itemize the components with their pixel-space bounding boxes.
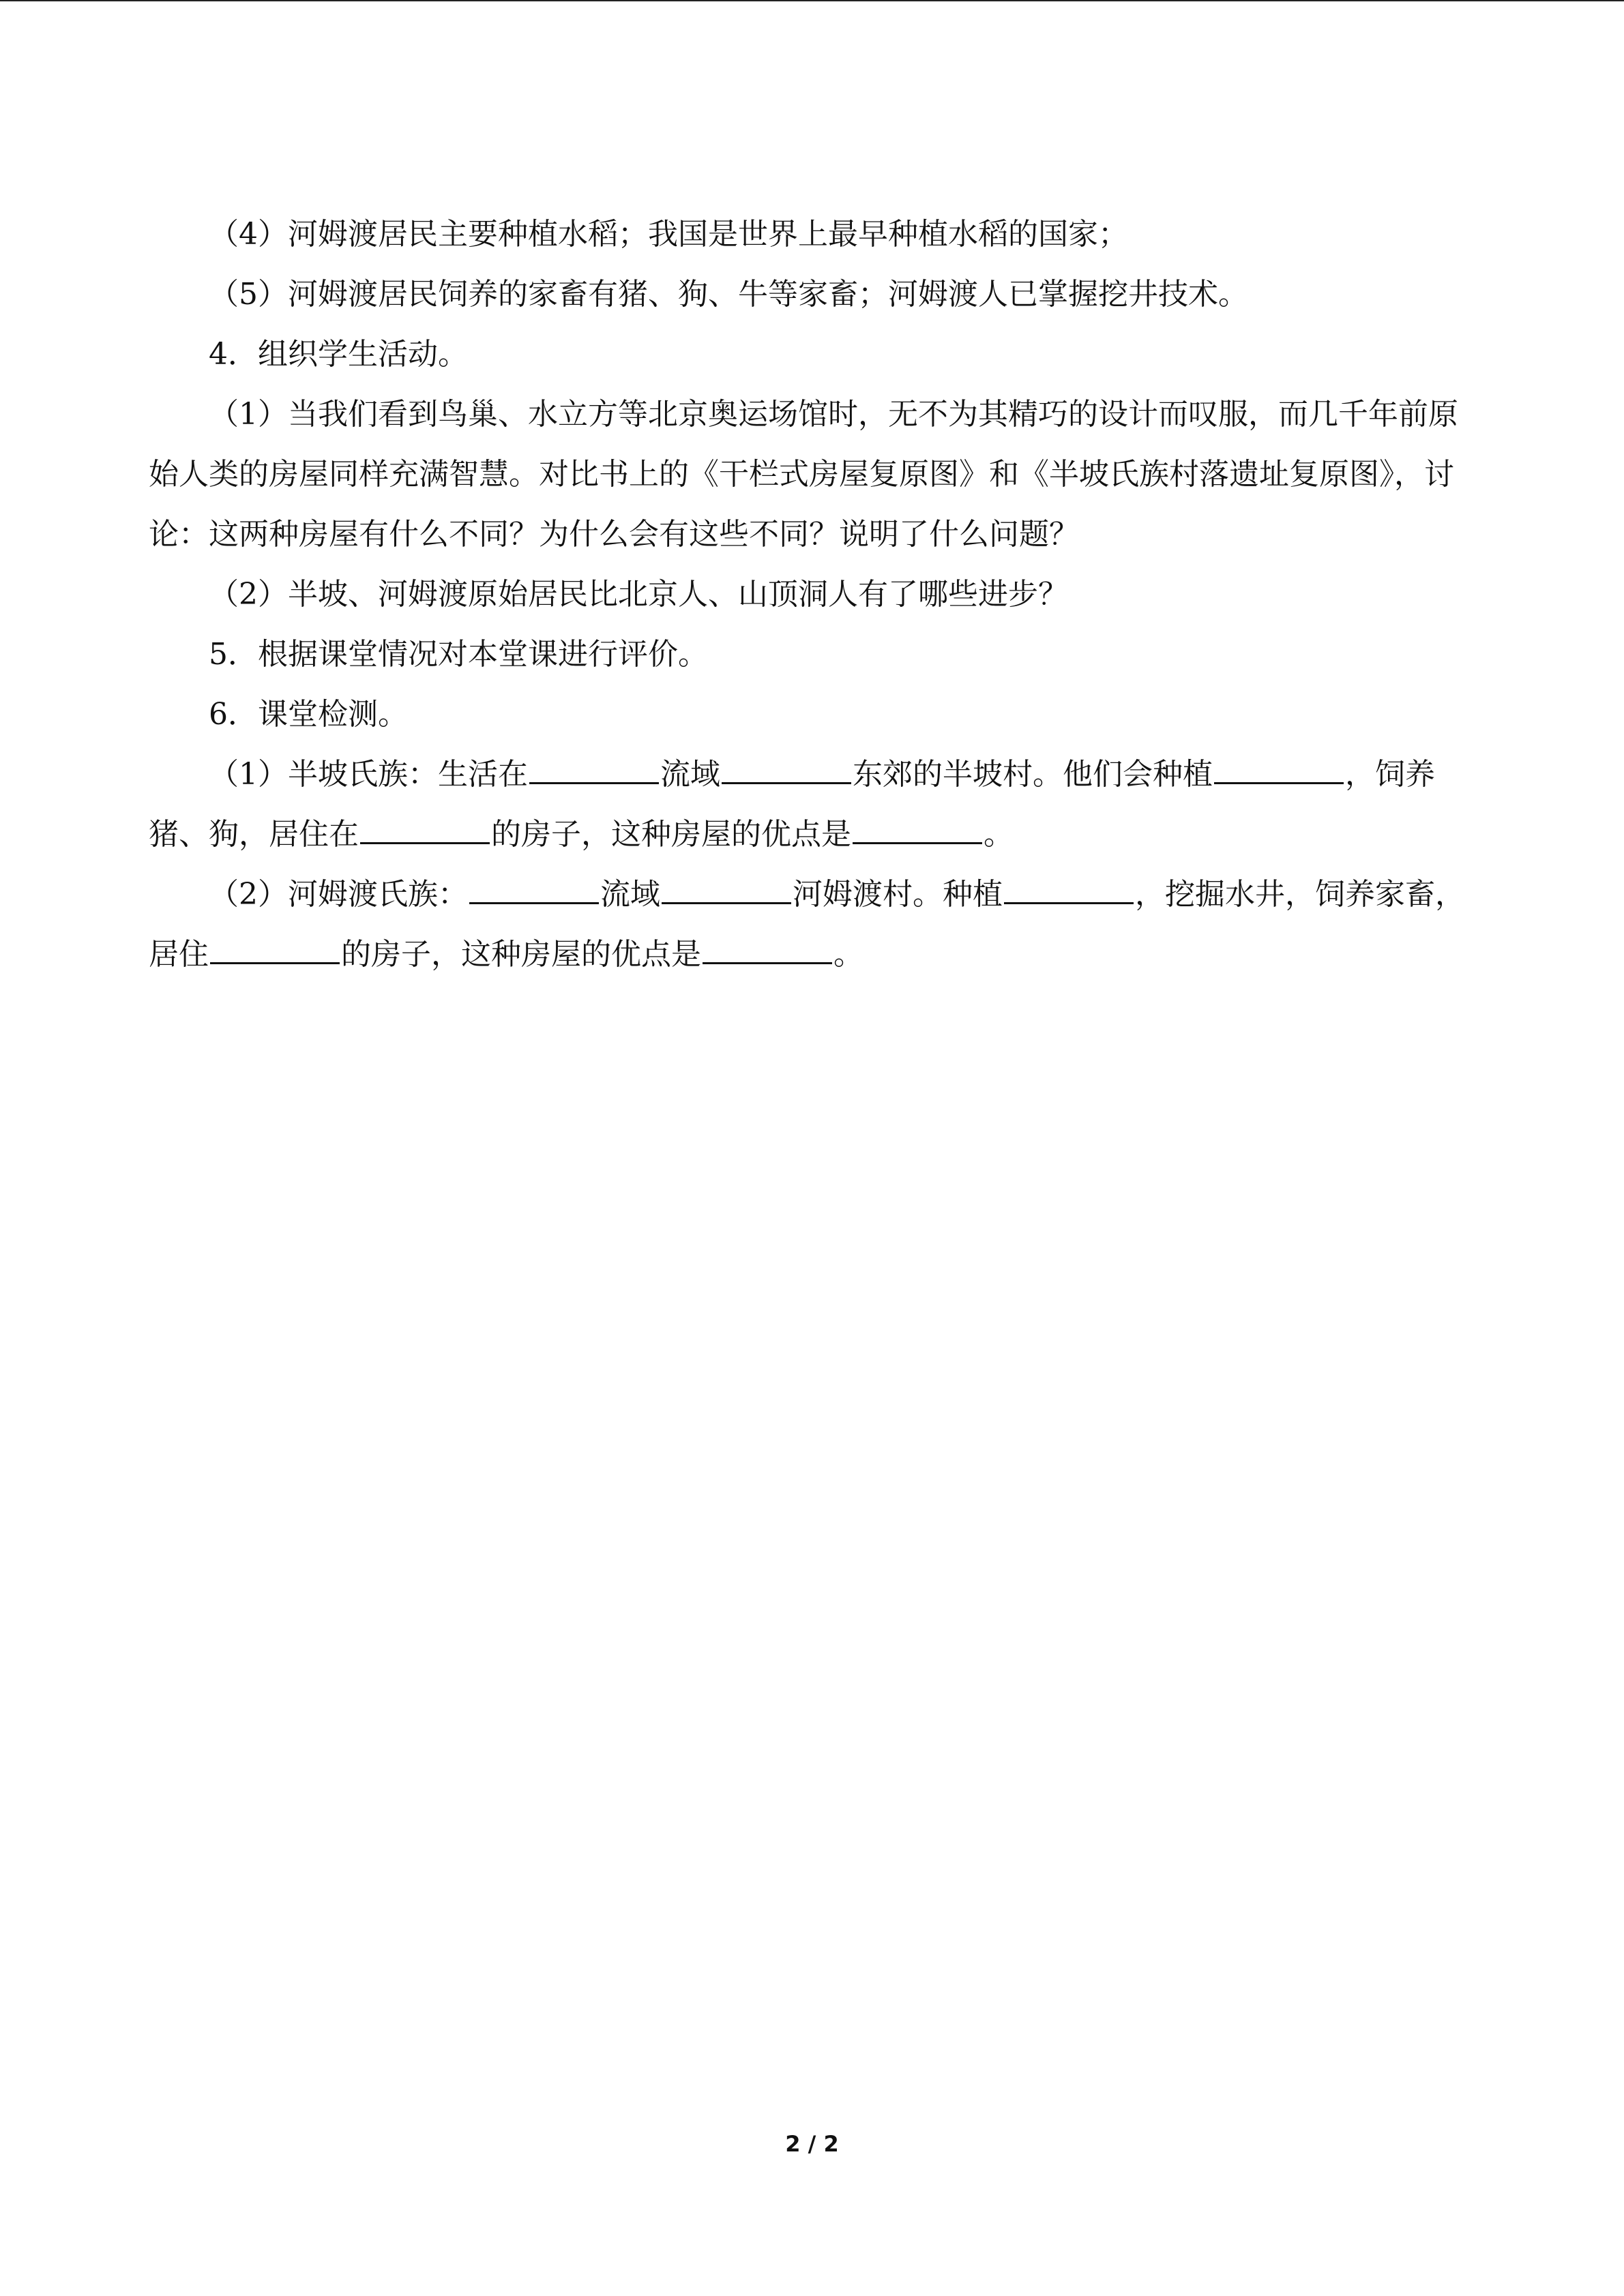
q2-text-b: 流域 bbox=[600, 877, 660, 912]
q2-blank-1[interactable] bbox=[469, 872, 599, 904]
page-number: 2 / 2 bbox=[785, 2131, 839, 2157]
q1-blank-4[interactable] bbox=[360, 812, 490, 844]
document-body bbox=[149, 205, 1479, 985]
quiz-question-1 bbox=[149, 745, 1479, 865]
q2-blank-4[interactable] bbox=[210, 932, 340, 964]
q1-text-d: ，饲养猪、狗，居住在 bbox=[149, 757, 1435, 852]
q1-text-e: 的房子，这种房屋的优点是 bbox=[491, 817, 851, 852]
activity-1-paragraph: （1）当我们看到鸟巢、水立方等北京奥运场馆时，无不为其精巧的设计而叹服，而几千年前原始人类的房屋同样充满智慧。对比书上的《干栏式房屋复原图》和《半坡氏族村落遗址复原图》，讨论：这两种房屋有什么不同？为什么会有这些不同？说明了什么问题？ bbox=[149, 397, 1458, 552]
q1-blank-5[interactable] bbox=[853, 812, 982, 844]
top-border-line bbox=[0, 0, 1624, 1]
q2-blank-3[interactable] bbox=[1004, 872, 1134, 904]
q1-blank-2[interactable] bbox=[722, 752, 851, 784]
q2-text-c: 河姆渡村。种植 bbox=[793, 877, 1003, 912]
q2-text-a: （2）河姆渡氏族： bbox=[209, 877, 468, 912]
q1-blank-3[interactable] bbox=[1214, 752, 1344, 784]
activity-2-paragraph: （2）半坡、河姆渡原始居民比北京人、山顶洞人有了哪些进步？ bbox=[209, 577, 1068, 612]
q1-text-b: 流域 bbox=[660, 757, 720, 792]
paragraph-5: （5）河姆渡居民饲养的家畜有猪、狗、牛等家畜；河姆渡人已掌握挖井技术。 bbox=[209, 277, 1248, 312]
q1-text-f: 。 bbox=[984, 817, 1014, 852]
q2-text-f: 。 bbox=[833, 937, 863, 972]
section-6-heading: 6．课堂检测。 bbox=[209, 697, 408, 732]
q2-blank-5[interactable] bbox=[703, 932, 832, 964]
paragraph-4: （4）河姆渡居民主要种植水稻；我国是世界上最早种植水稻的国家； bbox=[209, 217, 1128, 252]
section-4-heading: 4．组织学生活动。 bbox=[209, 337, 468, 372]
q1-text-c: 东郊的半坡村。他们会种植 bbox=[853, 757, 1213, 792]
section-5-heading: 5．根据课堂情况对本堂课进行评价。 bbox=[209, 637, 708, 672]
q2-text-d: ，挖掘水井，饲养家畜，居住 bbox=[149, 877, 1465, 972]
q1-text-a: （1）半坡氏族：生活在 bbox=[209, 757, 528, 792]
q2-blank-2[interactable] bbox=[662, 872, 791, 904]
q1-blank-1[interactable] bbox=[529, 752, 659, 784]
q2-text-e: 的房子，这种房屋的优点是 bbox=[341, 937, 701, 972]
quiz-question-2 bbox=[149, 865, 1479, 985]
